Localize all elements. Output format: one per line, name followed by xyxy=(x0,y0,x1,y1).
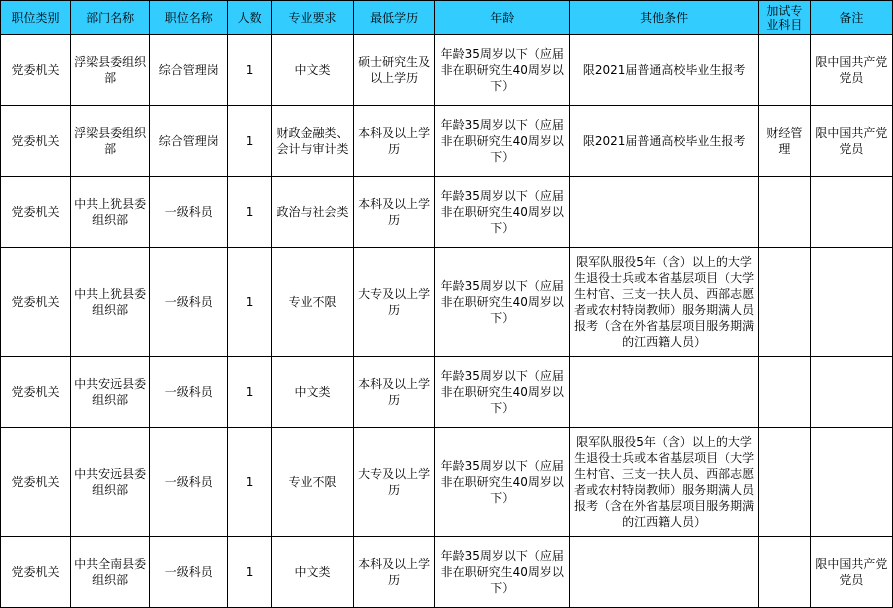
cell-department: 中共全南县委组织部 xyxy=(71,537,150,608)
cell-education: 本科及以上学历 xyxy=(354,537,435,608)
header-remarks: 备注 xyxy=(810,1,892,35)
cell-count: 1 xyxy=(228,357,272,428)
header-department: 部门名称 xyxy=(71,1,150,35)
cell-position: 一级科员 xyxy=(150,248,228,357)
table-row xyxy=(1,35,893,106)
header-education: 最低学历 xyxy=(354,1,435,35)
cell-count: 1 xyxy=(228,106,272,177)
cell-count: 1 xyxy=(228,35,272,106)
cell-department: 中共安远县委组织部 xyxy=(71,428,150,537)
cell-remarks: 限中国共产党党员 xyxy=(810,35,892,106)
table-row xyxy=(1,537,893,608)
cell-age: 年龄35周岁以下（应届非在职研究生40周岁以下） xyxy=(435,248,570,357)
cell-remarks: 限中国共产党党员 xyxy=(810,106,892,177)
cell-department: 浮梁县委组织部 xyxy=(71,35,150,106)
cell-position: 综合管理岗 xyxy=(150,35,228,106)
cell-extra-exam xyxy=(758,428,810,537)
cell-extra-exam xyxy=(758,177,810,248)
table-row xyxy=(1,428,893,537)
cell-department: 中共安远县委组织部 xyxy=(71,357,150,428)
cell-remarks: 限中国共产党党员 xyxy=(810,537,892,608)
table-row xyxy=(1,357,893,428)
cell-department: 中共上犹县委组织部 xyxy=(71,177,150,248)
cell-category: 党委机关 xyxy=(1,35,71,106)
header-count: 人数 xyxy=(228,1,272,35)
cell-other-conditions: 限2021届普通高校毕业生报考 xyxy=(570,35,759,106)
cell-remarks xyxy=(810,357,892,428)
cell-major: 中文类 xyxy=(271,537,353,608)
header-extra-exam: 加试专业科目 xyxy=(758,1,810,35)
cell-other-conditions: 限军队服役5年（含）以上的大学生退役士兵或本省基层项目（大学生村官、三支一扶人员、西部志愿者或农村特岗教师）服务期满人员报考（含在外省基层项目服务期满的江西籍人员） xyxy=(570,428,759,537)
cell-major: 政治与社会类 xyxy=(271,177,353,248)
cell-position: 一级科员 xyxy=(150,177,228,248)
cell-major: 中文类 xyxy=(271,35,353,106)
cell-other-conditions: 限军队服役5年（含）以上的大学生退役士兵或本省基层项目（大学生村官、三支一扶人员、西部志愿者或农村特岗教师）服务期满人员报考（含在外省基层项目服务期满的江西籍人员） xyxy=(570,248,759,357)
cell-count: 1 xyxy=(228,177,272,248)
cell-department: 中共上犹县委组织部 xyxy=(71,248,150,357)
cell-age: 年龄35周岁以下（应届非在职研究生40周岁以下） xyxy=(435,357,570,428)
header-position: 职位名称 xyxy=(150,1,228,35)
cell-position: 一级科员 xyxy=(150,357,228,428)
cell-education: 硕士研究生及以上学历 xyxy=(354,35,435,106)
cell-major: 财政金融类、会计与审计类 xyxy=(271,106,353,177)
cell-category: 党委机关 xyxy=(1,357,71,428)
cell-age: 年龄35周岁以下（应届非在职研究生40周岁以下） xyxy=(435,106,570,177)
cell-other-conditions xyxy=(570,357,759,428)
cell-other-conditions xyxy=(570,177,759,248)
cell-education: 本科及以上学历 xyxy=(354,106,435,177)
cell-age: 年龄35周岁以下（应届非在职研究生40周岁以下） xyxy=(435,177,570,248)
cell-age: 年龄35周岁以下（应届非在职研究生40周岁以下） xyxy=(435,537,570,608)
cell-count: 1 xyxy=(228,537,272,608)
cell-education: 大专及以上学历 xyxy=(354,428,435,537)
header-major: 专业要求 xyxy=(271,1,353,35)
cell-major: 专业不限 xyxy=(271,428,353,537)
header-age: 年龄 xyxy=(435,1,570,35)
table-row xyxy=(1,248,893,357)
cell-count: 1 xyxy=(228,248,272,357)
cell-position: 一级科员 xyxy=(150,428,228,537)
cell-extra-exam xyxy=(758,248,810,357)
cell-remarks xyxy=(810,428,892,537)
cell-category: 党委机关 xyxy=(1,177,71,248)
cell-department: 浮梁县委组织部 xyxy=(71,106,150,177)
header-other-conditions: 其他条件 xyxy=(570,1,759,35)
cell-category: 党委机关 xyxy=(1,106,71,177)
cell-category: 党委机关 xyxy=(1,537,71,608)
cell-other-conditions xyxy=(570,537,759,608)
table-row xyxy=(1,177,893,248)
cell-position: 综合管理岗 xyxy=(150,106,228,177)
cell-education: 本科及以上学历 xyxy=(354,177,435,248)
cell-extra-exam: 财经管理 xyxy=(758,106,810,177)
cell-position: 一级科员 xyxy=(150,537,228,608)
cell-category: 党委机关 xyxy=(1,428,71,537)
cell-extra-exam xyxy=(758,357,810,428)
cell-major: 专业不限 xyxy=(271,248,353,357)
cell-extra-exam xyxy=(758,35,810,106)
table-row xyxy=(1,106,893,177)
cell-remarks xyxy=(810,248,892,357)
cell-extra-exam xyxy=(758,537,810,608)
header-category: 职位类别 xyxy=(1,1,71,35)
cell-remarks xyxy=(810,177,892,248)
cell-category: 党委机关 xyxy=(1,248,71,357)
cell-age: 年龄35周岁以下（应届非在职研究生40周岁以下） xyxy=(435,35,570,106)
cell-education: 本科及以上学历 xyxy=(354,357,435,428)
cell-major: 中文类 xyxy=(271,357,353,428)
cell-education: 大专及以上学历 xyxy=(354,248,435,357)
cell-other-conditions: 限2021届普通高校毕业生报考 xyxy=(570,106,759,177)
cell-age: 年龄35周岁以下（应届非在职研究生40周岁以下） xyxy=(435,428,570,537)
cell-count: 1 xyxy=(228,428,272,537)
table-header-row xyxy=(1,1,893,35)
